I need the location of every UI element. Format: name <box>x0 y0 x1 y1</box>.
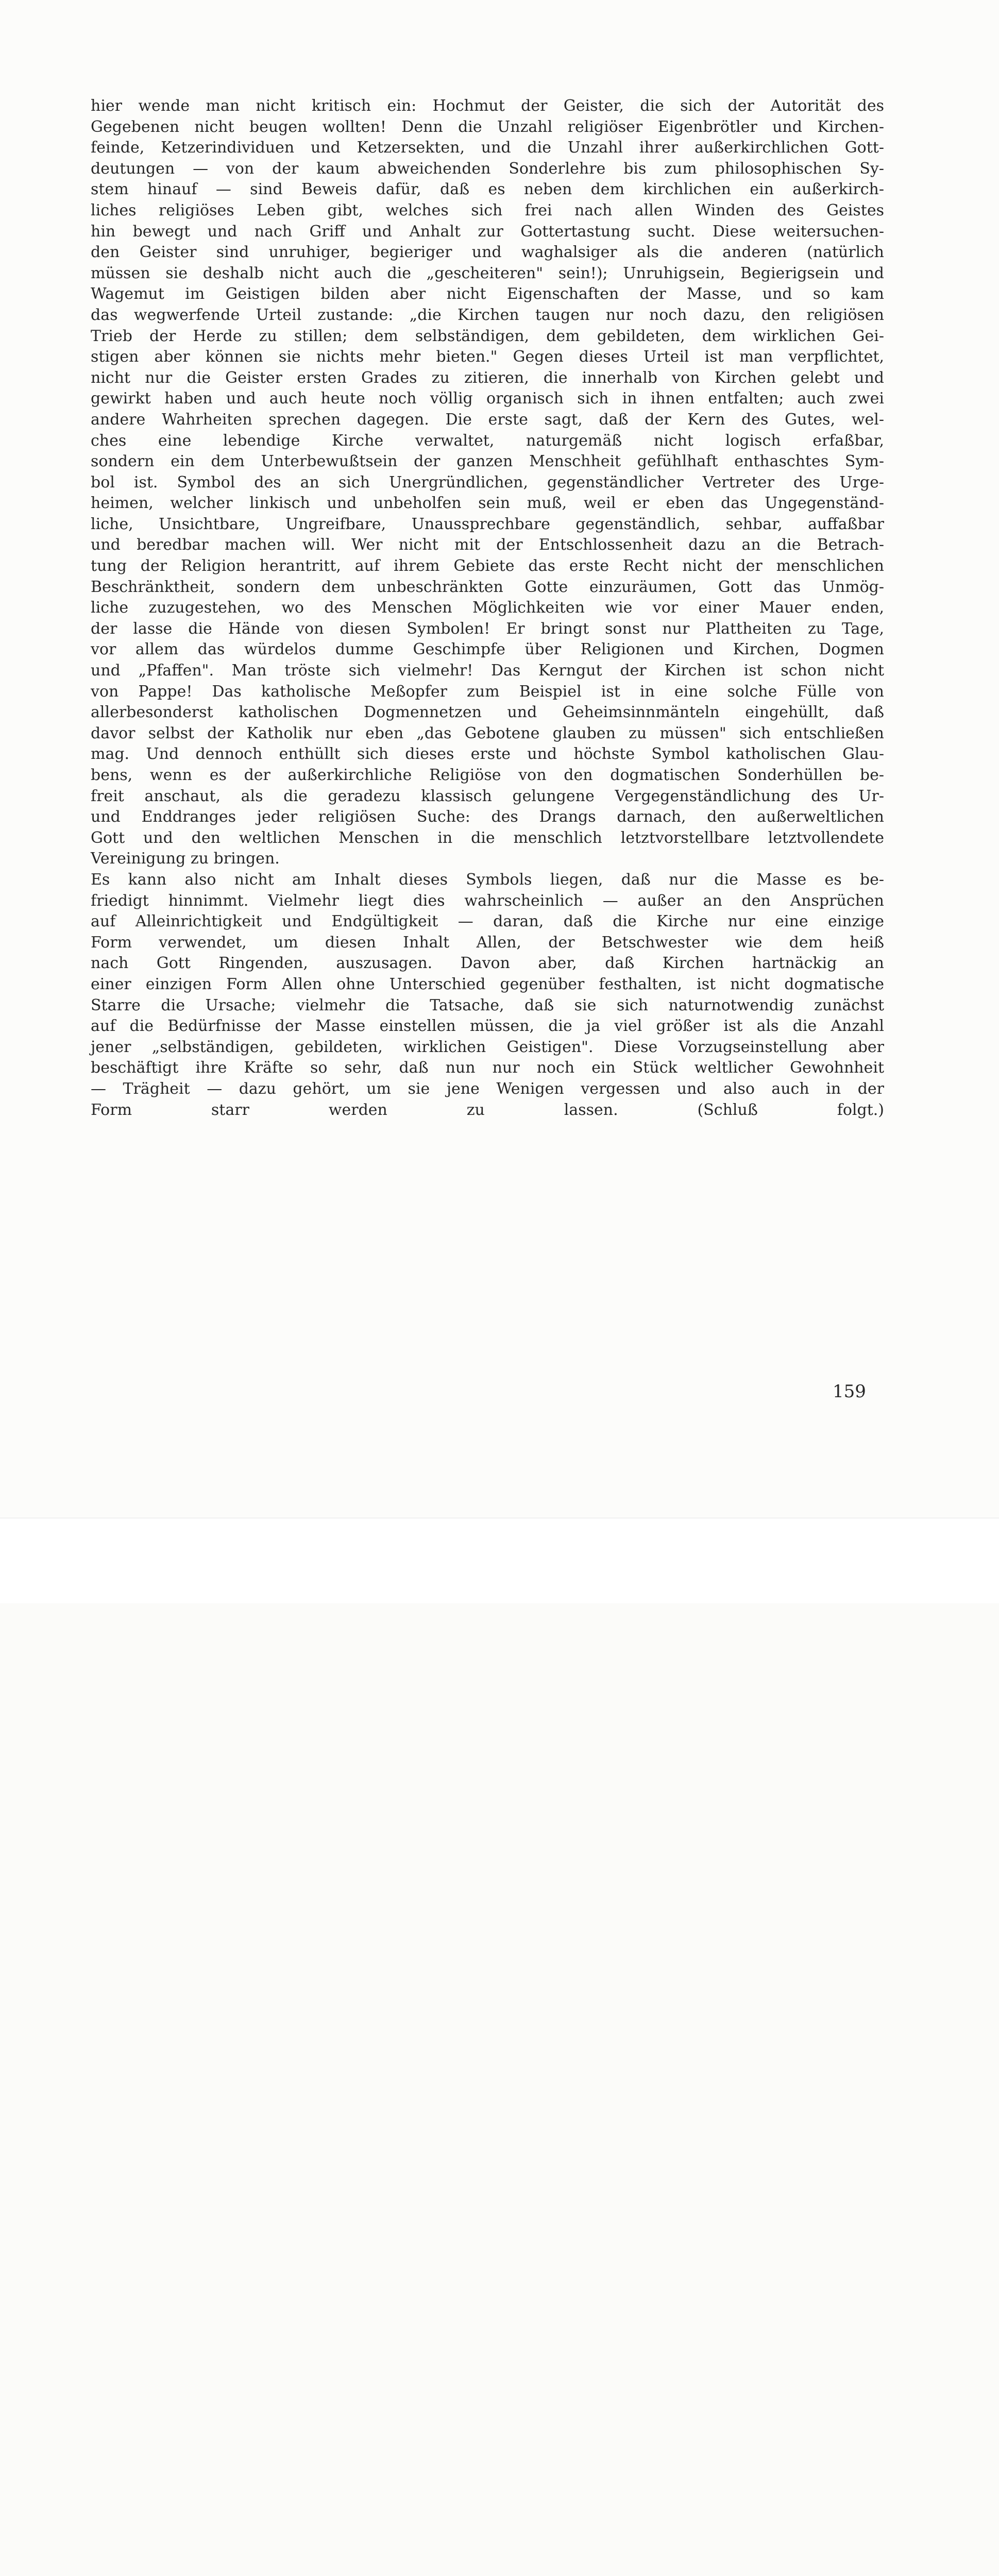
text-line: auf Alleinrichtigkeit und Endgültigkeit — daran, daß die Kirche nur eine einzige <box>91 912 884 931</box>
text-line: bol ist. Symbol des an sich Unergründlichen, gegenständlicher Vertreter des Urge- <box>91 473 884 492</box>
text-line: Form starr werden zu lassen. (Schluß folgt.) <box>91 1100 884 1119</box>
text-line: einer einzigen Form Allen ohne Unterschied gegenüber festhalten, ist nicht dogmatische <box>91 975 884 993</box>
text-line: Es kann also nicht am Inhalt dieses Symbols liegen, daß nur die Masse es be- <box>91 870 884 889</box>
text-line: vor allem das würdelos dumme Geschimpfe über Religionen und Kirchen, Dogmen <box>91 640 884 659</box>
text-line: mag. Und dennoch enthüllt sich dieses erste und höchste Symbol katholischen Glau- <box>91 745 884 764</box>
text-line: bens, wenn es der außerkirchliche Religiöse von den dogmatischen Sonderhüllen be- <box>91 766 884 784</box>
text-line: freit anschaut, als die geradezu klassisch gelungene Vergegenständlichung des Ur- <box>91 787 884 805</box>
text-line: liche zuzugestehen, wo des Menschen Möglichkeiten wie vor einer Mauer enden, <box>91 599 884 617</box>
text-line: hier wende man nicht kritisch ein: Hochmut der Geister, die sich der Autorität des <box>91 97 884 115</box>
text-line: Gott und den weltlichen Menschen in die menschlich letztvorstellbare letztvollendete <box>91 828 884 847</box>
text-line: gewirkt haben und auch heute noch völlig organisch sich in ihnen entfalten; auch zwei <box>91 389 884 408</box>
text-line: Trieb der Herde zu stillen; dem selbständigen, dem gebildeten, dem wirklichen Gei- <box>91 327 884 345</box>
text-line: beschäftigt ihre Kräfte so sehr, daß nun nur noch ein Stück weltlicher Gewohnheit <box>91 1059 884 1077</box>
text-line: hin bewegt und nach Griff und Anhalt zur Gottertastung sucht. Diese weitersuchen- <box>91 222 884 241</box>
text-line: Vereinigung zu bringen. <box>91 850 280 868</box>
text-line: und „Pfaffen". Man tröste sich vielmehr! Das Kerngut der Kirchen ist schon nicht <box>91 662 884 680</box>
text-line: andere Wahrheiten sprechen dagegen. Die erste sagt, daß der Kern des Gutes, wel- <box>91 410 884 429</box>
text-line: heimen, welcher linkisch und unbeholfen sein muß, weil er eben das Ungegenständ- <box>91 494 884 513</box>
text-line: nicht nur die Geister ersten Grades zu zitieren, die innerhalb von Kirchen gelebt und <box>91 368 884 387</box>
text-line: Beschränktheit, sondern dem unbeschränkten Gotte einzuräumen, Gott das Unmög- <box>91 578 884 596</box>
text-line: Starre die Ursache; vielmehr die Tatsache, daß sie sich naturnotwendig zunächst <box>91 996 884 1014</box>
text-line: stigen aber können sie nichts mehr bieten." Gegen dieses Urteil ist man verpflichtet, <box>91 348 884 366</box>
text-line: friedigt hinnimmt. Vielmehr liegt dies wahrscheinlich — außer an den Ansprüchen <box>91 891 884 910</box>
text-line: stem hinauf — sind Beweis dafür, daß es neben dem kirchlichen ein außerkirch- <box>91 180 884 199</box>
text-line: der lasse die Hände von diesen Symbolen! Er bringt sonst nur Plattheiten zu Tage, <box>91 619 884 638</box>
text-line: davor selbst der Katholik nur eben „das Gebotene glauben zu müssen" sich entschließen <box>91 724 884 742</box>
page-number: 159 <box>833 1381 866 1402</box>
text-line: den Geister sind unruhiger, begieriger und waghalsiger als die anderen (natürlich <box>91 243 884 262</box>
text-line: und beredbar machen will. Wer nicht mit der Entschlossenheit dazu an die Betrach- <box>91 536 884 554</box>
text-line: das wegwerfende Urteil zustande: „die Kirchen taugen nur noch dazu, den religiösen <box>91 306 884 324</box>
footer-bar <box>0 1518 999 1603</box>
text-line: müssen sie deshalb nicht auch die „gescheiteren" sein!); Unruhigsein, Begierigsein und <box>91 264 884 282</box>
text-line: Gegebenen nicht beugen wollten! Denn die Unzahl religiöser Eigenbrötler und Kirchen- <box>91 117 884 136</box>
text-line: von Pappe! Das katholische Meßopfer zum Beispiel ist in eine solche Fülle von <box>91 682 884 701</box>
text-line: liche, Unsichtbare, Ungreifbare, Unaussprechbare gegenständlich, sehbar, auffaßbar <box>91 515 884 533</box>
text-line: feinde, Ketzerindividuen und Ketzersekten, und die Unzahl ihrer außerkirchlichen Gott- <box>91 139 884 157</box>
text-line: allerbesonderst katholischen Dogmennetzen und Geheimsinnmänteln eingehüllt, daß <box>91 703 884 722</box>
text-line: tung der Religion herantritt, auf ihrem Gebiete das erste Recht nicht der menschlichen <box>91 557 884 575</box>
text-line: deutungen — von der kaum abweichenden Sonderlehre bis zum philosophischen Sy- <box>91 159 884 178</box>
text-line: nach Gott Ringenden, auszusagen. Davon aber, daß Kirchen hartnäckig an <box>91 954 884 973</box>
text-line: sondern ein dem Unterbewußtsein der ganzen Menschheit gefühlhaft enthaschtes Sym- <box>91 452 884 471</box>
text-line: jener „selbständigen, gebildeten, wirklichen Geistigen". Diese Vorzugseinstellung aber <box>91 1038 884 1056</box>
text-line: auf die Bedürfnisse der Masse einstellen müssen, die ja viel größer ist als die Anzahl <box>91 1017 884 1036</box>
text-line: ches eine lebendige Kirche verwaltet, naturgemäß nicht logisch erfaßbar, <box>91 431 884 450</box>
text-line: — Trägheit — dazu gehört, um sie jene Wenigen vergessen und also auch in der <box>91 1079 884 1098</box>
text-line: liches religiöses Leben gibt, welches sich frei nach allen Winden des Geistes <box>91 201 884 219</box>
text-line: und Enddranges jeder religiösen Suche: des Drangs darnach, den außerweltlichen <box>91 808 884 826</box>
text-line: Form verwendet, um diesen Inhalt Allen, der Betschwester wie dem heiß <box>91 933 884 952</box>
body-text <box>91 96 884 1121</box>
text-line: Wagemut im Geistigen bilden aber nicht Eigenschaften der Masse, und so kam <box>91 285 884 303</box>
